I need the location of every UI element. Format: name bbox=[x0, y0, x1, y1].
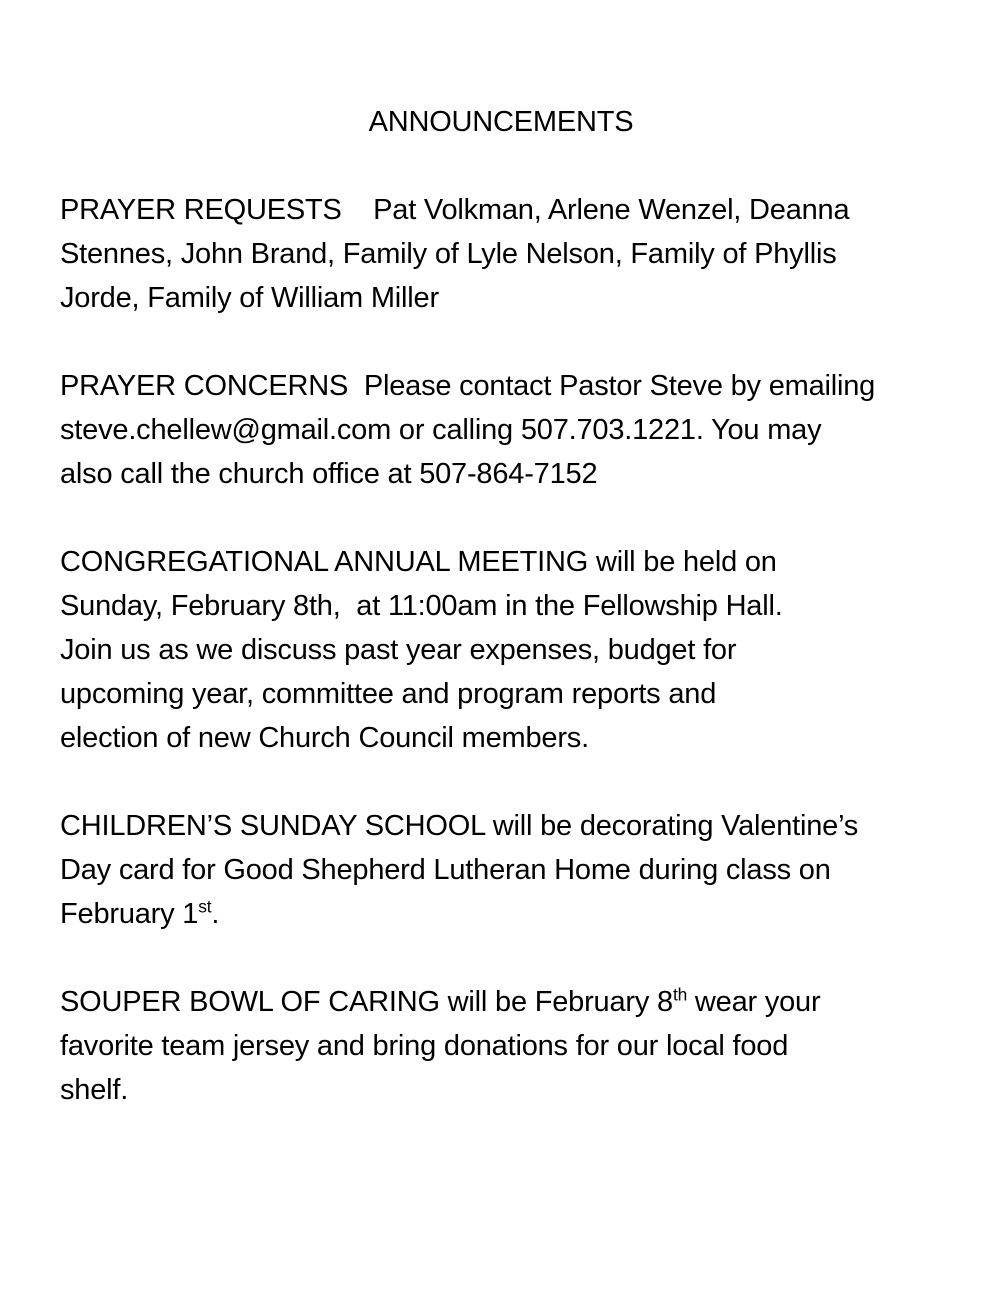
text-segment: February 1 bbox=[60, 898, 199, 930]
text-segment: wear your bbox=[687, 986, 821, 1018]
text-line: election of new Church Council members. bbox=[60, 722, 589, 754]
announcement-prayer-concerns bbox=[60, 364, 942, 496]
text-line: Stennes, John Brand, Family of Lyle Nelson, Family of Phyllis bbox=[60, 238, 837, 270]
text-line: Day card for Good Shepherd Lutheran Home during class on bbox=[60, 854, 831, 886]
text-line: steve.chellew@gmail.com or calling 507.703.1221. You may bbox=[60, 414, 822, 446]
text-line: Jorde, Family of William Miller bbox=[60, 282, 439, 314]
text-line: CONGREGATIONAL ANNUAL MEETING will be held on bbox=[60, 546, 777, 578]
text-line bbox=[60, 892, 942, 936]
text-line: shelf. bbox=[60, 1074, 129, 1106]
announcement-childrens-sunday-school bbox=[60, 804, 942, 936]
ordinal-superscript: st bbox=[198, 896, 212, 917]
text-line: favorite team jersey and bring donations for our local food bbox=[60, 1030, 789, 1062]
text-segment: . bbox=[211, 898, 220, 930]
text-line: Sunday, February 8th, at 11:00am in the Fellowship Hall. bbox=[60, 590, 783, 622]
announcement-congregational-annual-meeting bbox=[60, 540, 942, 760]
announcement-souper-bowl-of-caring bbox=[60, 980, 942, 1112]
text-line bbox=[60, 980, 942, 1024]
text-segment: SOUPER BOWL OF CARING will be February 8 bbox=[60, 986, 673, 1018]
text-line: PRAYER CONCERNS Please contact Pastor Steve by emailing bbox=[60, 370, 876, 402]
ordinal-superscript: th bbox=[672, 984, 688, 1005]
text-line: upcoming year, committee and program reports and bbox=[60, 678, 717, 710]
page-title: ANNOUNCEMENTS bbox=[368, 106, 634, 138]
announcement-prayer-requests bbox=[60, 188, 942, 320]
text-line: also call the church office at 507-864-7152 bbox=[60, 458, 598, 490]
text-line: PRAYER REQUESTS Pat Volkman, Arlene Wenzel, Deanna bbox=[60, 194, 850, 226]
text-line: Join us as we discuss past year expenses, budget for bbox=[60, 634, 737, 666]
text-line: CHILDREN’S SUNDAY SCHOOL will be decorating Valentine’s bbox=[60, 810, 859, 842]
